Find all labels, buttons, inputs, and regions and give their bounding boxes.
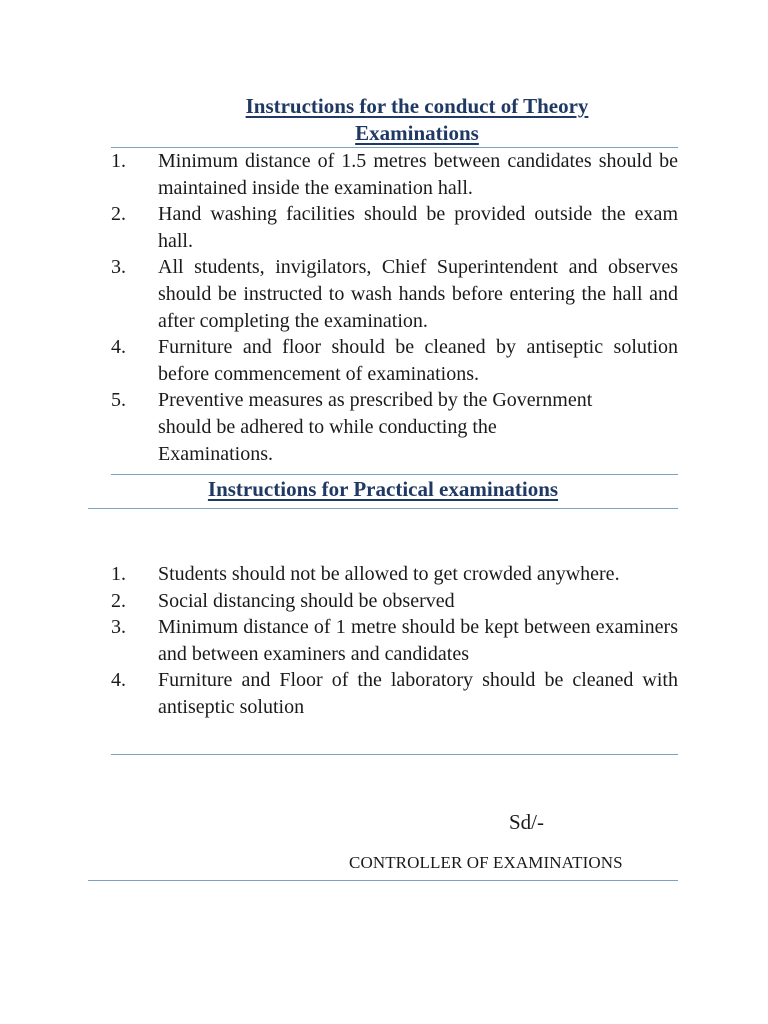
list-item — [111, 254, 678, 334]
signatory-designation: CONTROLLER OF EXAMINATIONS — [349, 853, 623, 872]
item-text: Furniture and floor should be cleaned by antiseptic solution before commencement of examinations. — [158, 336, 678, 385]
item-number: 1. — [111, 150, 126, 172]
item-text — [158, 387, 678, 467]
theory-section-divider — [111, 474, 678, 475]
theory-title-line1: Instructions for the conduct of Theory — [245, 94, 589, 118]
item-text-line: should be adhered to while conducting the — [158, 415, 497, 438]
practical-title-divider — [88, 508, 678, 509]
item-number: 3. — [111, 616, 126, 639]
item-text: Hand washing facilities should be provided outside the exam hall. — [158, 203, 678, 252]
item-text-line: Examinations. — [158, 442, 273, 465]
signature-mark: Sd/- — [509, 810, 545, 834]
item-number: 1. — [111, 563, 126, 585]
list-item — [111, 561, 678, 588]
list-item — [111, 334, 678, 387]
item-number: 3. — [111, 256, 126, 279]
item-text: Social distancing should be observed — [158, 589, 455, 612]
item-number: 2. — [111, 203, 126, 226]
list-item — [111, 667, 678, 720]
item-number: 4. — [111, 669, 126, 692]
item-text: Students should not be allowed to get crowded anywhere. — [158, 563, 620, 585]
item-text: Furniture and Floor of the laboratory should be cleaned with antiseptic solution — [158, 669, 678, 718]
item-number: 2. — [111, 589, 126, 612]
item-text-line: Preventive measures as prescribed by the Government — [158, 389, 593, 412]
practical-title: Instructions for Practical examinations — [207, 477, 559, 501]
practical-section-divider — [111, 754, 678, 755]
item-text: All students, invigilators, Chief Superintendent and observes should be instructed to wash hands before entering the hall and after completing the examination. — [158, 256, 678, 332]
item-number: 4. — [111, 336, 126, 359]
practical-instructions-list — [111, 561, 678, 721]
list-item — [111, 148, 678, 201]
list-item — [111, 588, 678, 615]
footer-divider — [88, 880, 678, 881]
list-item — [111, 614, 678, 667]
item-text: Minimum distance of 1 metre should be kept between examiners and between examiners and candidates — [158, 616, 678, 665]
item-number: 5. — [111, 389, 126, 412]
list-item — [111, 201, 678, 254]
theory-title-line2: Examinations — [355, 121, 479, 145]
theory-instructions-list — [111, 148, 678, 467]
list-item — [111, 387, 678, 467]
item-text: Minimum distance of 1.5 metres between candidates should be maintained inside the examination hall. — [158, 150, 678, 199]
